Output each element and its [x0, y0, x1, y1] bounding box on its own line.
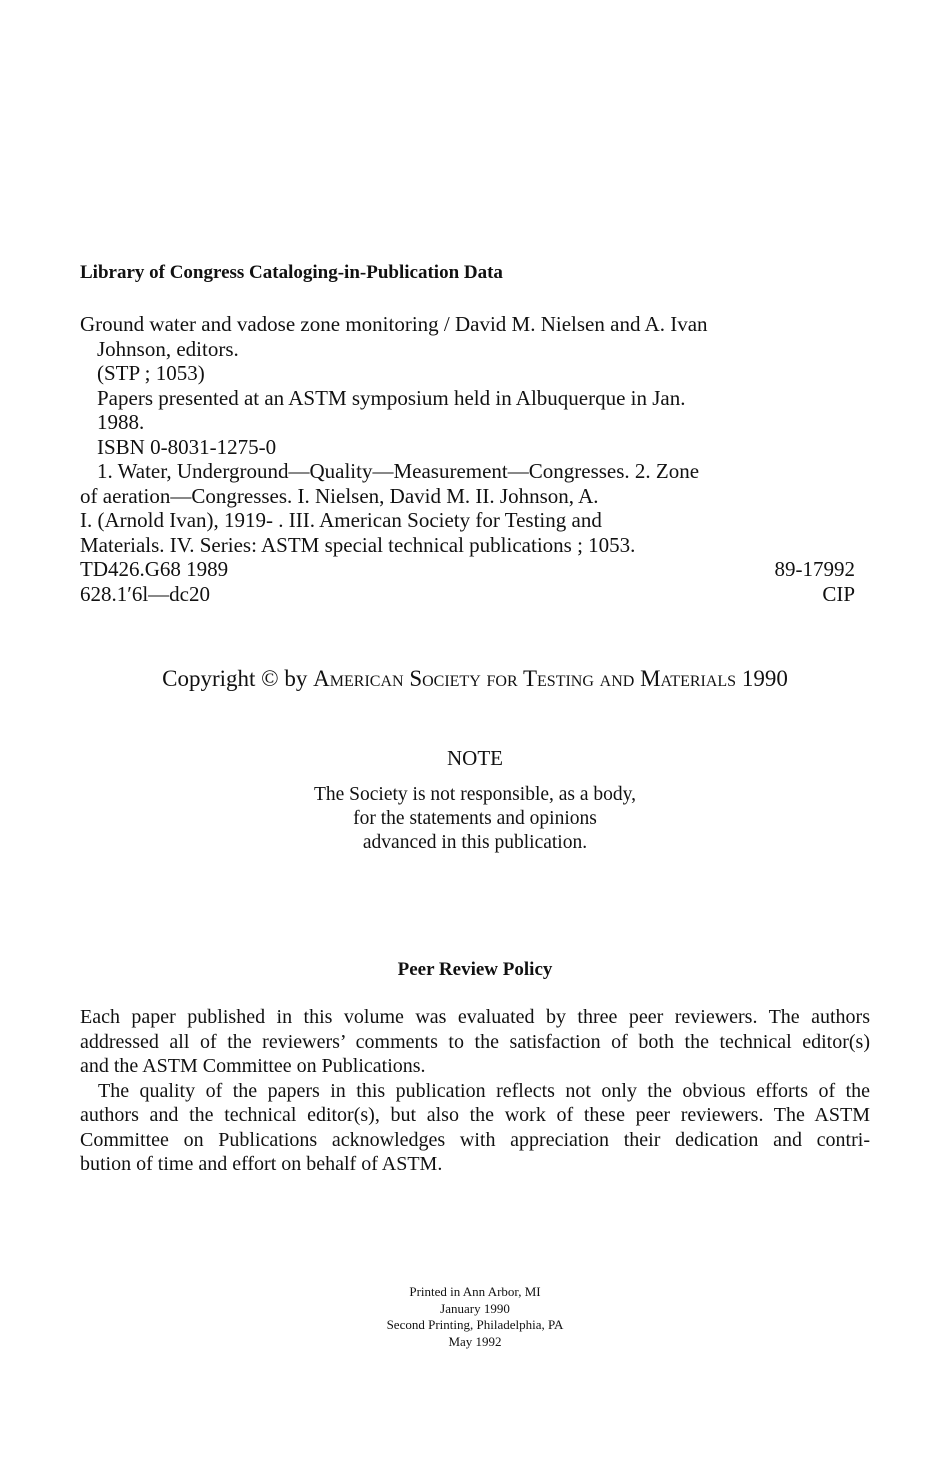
dewey-number: 628.1′6l—dc20 [80, 581, 210, 606]
note-body [0, 783, 950, 855]
cip-line-subjects: 1. Water, Underground—Quality—Measurement—Congresses. 2. Zone [97, 459, 700, 483]
note-line: The Society is not responsible, as a body, [313, 784, 637, 805]
cip-line-subjects-cont2: I. (Arnold Ivan), 1919- . III. American Society for Testing and [80, 508, 602, 532]
cip-line-subjects-cont: of aeration—Congresses. I. Nielsen, David M. II. Johnson, A. [80, 483, 599, 508]
cip-mark: CIP [822, 581, 855, 606]
printing-line: January 1990 [440, 1300, 510, 1316]
cip-line-title: Ground water and vadose zone monitoring / David M. Nielsen and A. Ivan [80, 312, 708, 336]
peer-review-line: and the ASTM Committee on Publications. [80, 1055, 426, 1077]
peer-review-body [80, 1005, 870, 1177]
peer-review-line: Committee on Publications acknowledges with appreciation their dedication and contri- [80, 1128, 870, 1151]
lccn: 89-17992 [774, 557, 855, 581]
peer-review-line: addressed all of the reviewers’ comments to the satisfaction of both the technical editor(s) [80, 1030, 870, 1053]
printing-line: Printed in Ann Arbor, MI [409, 1284, 541, 1299]
cip-line-call-number [80, 557, 855, 582]
copyright-line [0, 666, 950, 692]
cip-line-isbn: ISBN 0-8031-1275-0 [97, 434, 277, 459]
cip-line-note: Papers presented at an ASTM symposium held in Albuquerque in Jan. [97, 385, 686, 410]
cip-heading: Library of Congress Cataloging-in-Publication Data [80, 262, 503, 283]
cip-line-dewey [80, 582, 855, 607]
copyright-prefix: Copyright © by [162, 666, 314, 691]
note-title: NOTE [447, 746, 503, 770]
cip-line-note-year: 1988. [97, 410, 145, 434]
printing-line: Second Printing, Philadelphia, PA [386, 1317, 564, 1332]
peer-review-line: bution of time and effort on behalf of ASTM. [80, 1153, 443, 1175]
peer-review-line: authors and the technical editor(s), but also the work of these peer reviewers. The ASTM [80, 1104, 870, 1126]
peer-review-heading: Peer Review Policy [397, 959, 553, 980]
printing-info [0, 1284, 950, 1350]
cip-line-subjects-cont3: Materials. IV. Series: ASTM special technical publications ; 1053. [80, 532, 636, 557]
peer-review-line: Each paper published in this volume was evaluated by three peer reviewers. The authors [80, 1006, 870, 1028]
printing-line: May 1992 [448, 1333, 502, 1349]
note-line: for the statements and opinions [353, 808, 597, 829]
note-line: advanced in this publication. [362, 832, 588, 853]
cip-line-editors: Johnson, editors. [97, 336, 239, 361]
lc-call-number: TD426.G68 1989 [80, 557, 229, 581]
peer-review-line: The quality of the papers in this publication reflects not only the obvious efforts of the [98, 1079, 870, 1102]
copyright-year: 1990 [736, 666, 788, 691]
cip-record [80, 312, 860, 606]
cip-line-series: (STP ; 1053) [97, 361, 205, 385]
copyright-organization: American Society for Testing and Materials [313, 666, 737, 691]
